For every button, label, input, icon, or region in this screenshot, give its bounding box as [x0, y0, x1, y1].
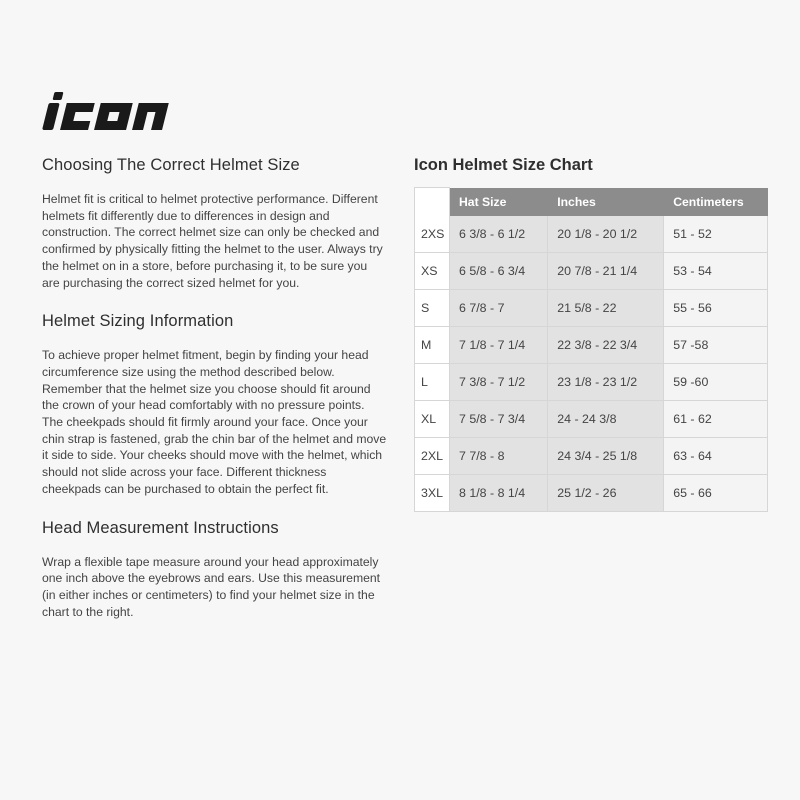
cell-size: 2XL [415, 438, 450, 475]
cell-size: XL [415, 401, 450, 438]
table-header-row [415, 188, 768, 217]
section-heading: Helmet Sizing Information [42, 312, 234, 331]
table-row [415, 327, 768, 364]
choosing-size-section [42, 156, 387, 291]
cell-inches: 22 3/8 - 22 3/4 [548, 327, 664, 364]
cell-centimeters: 63 - 64 [664, 438, 768, 475]
table-row [415, 253, 768, 290]
cell-centimeters: 53 - 54 [664, 253, 768, 290]
cell-size: 2XS [415, 216, 450, 253]
cell-hat-size: 7 5/8 - 7 3/4 [450, 401, 548, 438]
table-row [415, 364, 768, 401]
cell-centimeters: 59 -60 [664, 364, 768, 401]
cell-hat-size: 6 3/8 - 6 1/2 [450, 216, 548, 253]
table-row [415, 475, 768, 512]
cell-inches: 24 3/4 - 25 1/8 [548, 438, 664, 475]
cell-hat-size: 6 5/8 - 6 3/4 [450, 253, 548, 290]
column-header-centimeters: Centimeters [664, 188, 768, 217]
cell-hat-size: 7 1/8 - 7 1/4 [450, 327, 548, 364]
cell-centimeters: 61 - 62 [664, 401, 768, 438]
cell-inches: 25 1/2 - 26 [548, 475, 664, 512]
section-body: Helmet fit is critical to helmet protective performance. Different helmets fit differently due to differences in design and construction. The correct helmet size can only be checked and confirmed by physically fitting the helmet to the user. Always try the helmet on in a store, before purchasing it, to be sure you are purchasing the correct sized helmet for you. [42, 192, 383, 290]
cell-size: M [415, 327, 450, 364]
table-row [415, 216, 768, 253]
column-header-inches: Inches [548, 188, 664, 217]
cell-centimeters: 65 - 66 [664, 475, 768, 512]
size-chart-column [414, 156, 768, 512]
measurement-instructions-section [42, 519, 387, 621]
sizing-information-section [42, 312, 387, 497]
cell-hat-size: 6 7/8 - 7 [450, 290, 548, 327]
table-row [415, 438, 768, 475]
table-row [415, 290, 768, 327]
sizing-guidance-column [42, 156, 387, 641]
cell-inches: 20 1/8 - 20 1/2 [548, 216, 664, 253]
section-heading: Head Measurement Instructions [42, 518, 279, 537]
column-header-size [415, 188, 450, 217]
section-heading: Choosing The Correct Helmet Size [42, 156, 300, 174]
cell-centimeters: 55 - 56 [664, 290, 768, 327]
cell-centimeters: 51 - 52 [664, 216, 768, 253]
column-header-hat-size: Hat Size [450, 188, 548, 217]
cell-centimeters: 57 -58 [664, 327, 768, 364]
cell-size: 3XL [415, 475, 450, 512]
cell-size: S [415, 290, 450, 327]
section-body: Wrap a flexible tape measure around your head approximately one inch above the eyebrows and ears. Use this measurement (in either inches or centimeters) to find your helmet size in the chart to the right. [42, 554, 381, 619]
cell-hat-size: 8 1/8 - 8 1/4 [450, 475, 548, 512]
table-row [415, 401, 768, 438]
section-body: To achieve proper helmet fitment, begin by finding your head circumference size using the method described below. Remember that the helmet size you choose should fit around the crown of your head comfortably with no pressure points. The cheekpads should fit firmly around your face. Once your chin strap is fastened, grab the chin bar of the helmet and move it side to side. Your cheeks should move with the helmet, which should not slide across your face. Different thickness cheekpads can be purchased to obtain the perfect fit. [42, 348, 387, 496]
icon-logo-icon [40, 90, 205, 135]
icon-brand-logo [40, 90, 205, 135]
size-chart-body [415, 216, 768, 512]
cell-inches: 24 - 24 3/8 [548, 401, 664, 438]
cell-inches: 23 1/8 - 23 1/2 [548, 364, 664, 401]
cell-size: XS [415, 253, 450, 290]
cell-hat-size: 7 7/8 - 8 [450, 438, 548, 475]
size-chart-table [414, 187, 768, 512]
cell-size: L [415, 364, 450, 401]
size-chart-title: Icon Helmet Size Chart [414, 156, 593, 174]
cell-inches: 21 5/8 - 22 [548, 290, 664, 327]
cell-hat-size: 7 3/8 - 7 1/2 [450, 364, 548, 401]
cell-inches: 20 7/8 - 21 1/4 [548, 253, 664, 290]
